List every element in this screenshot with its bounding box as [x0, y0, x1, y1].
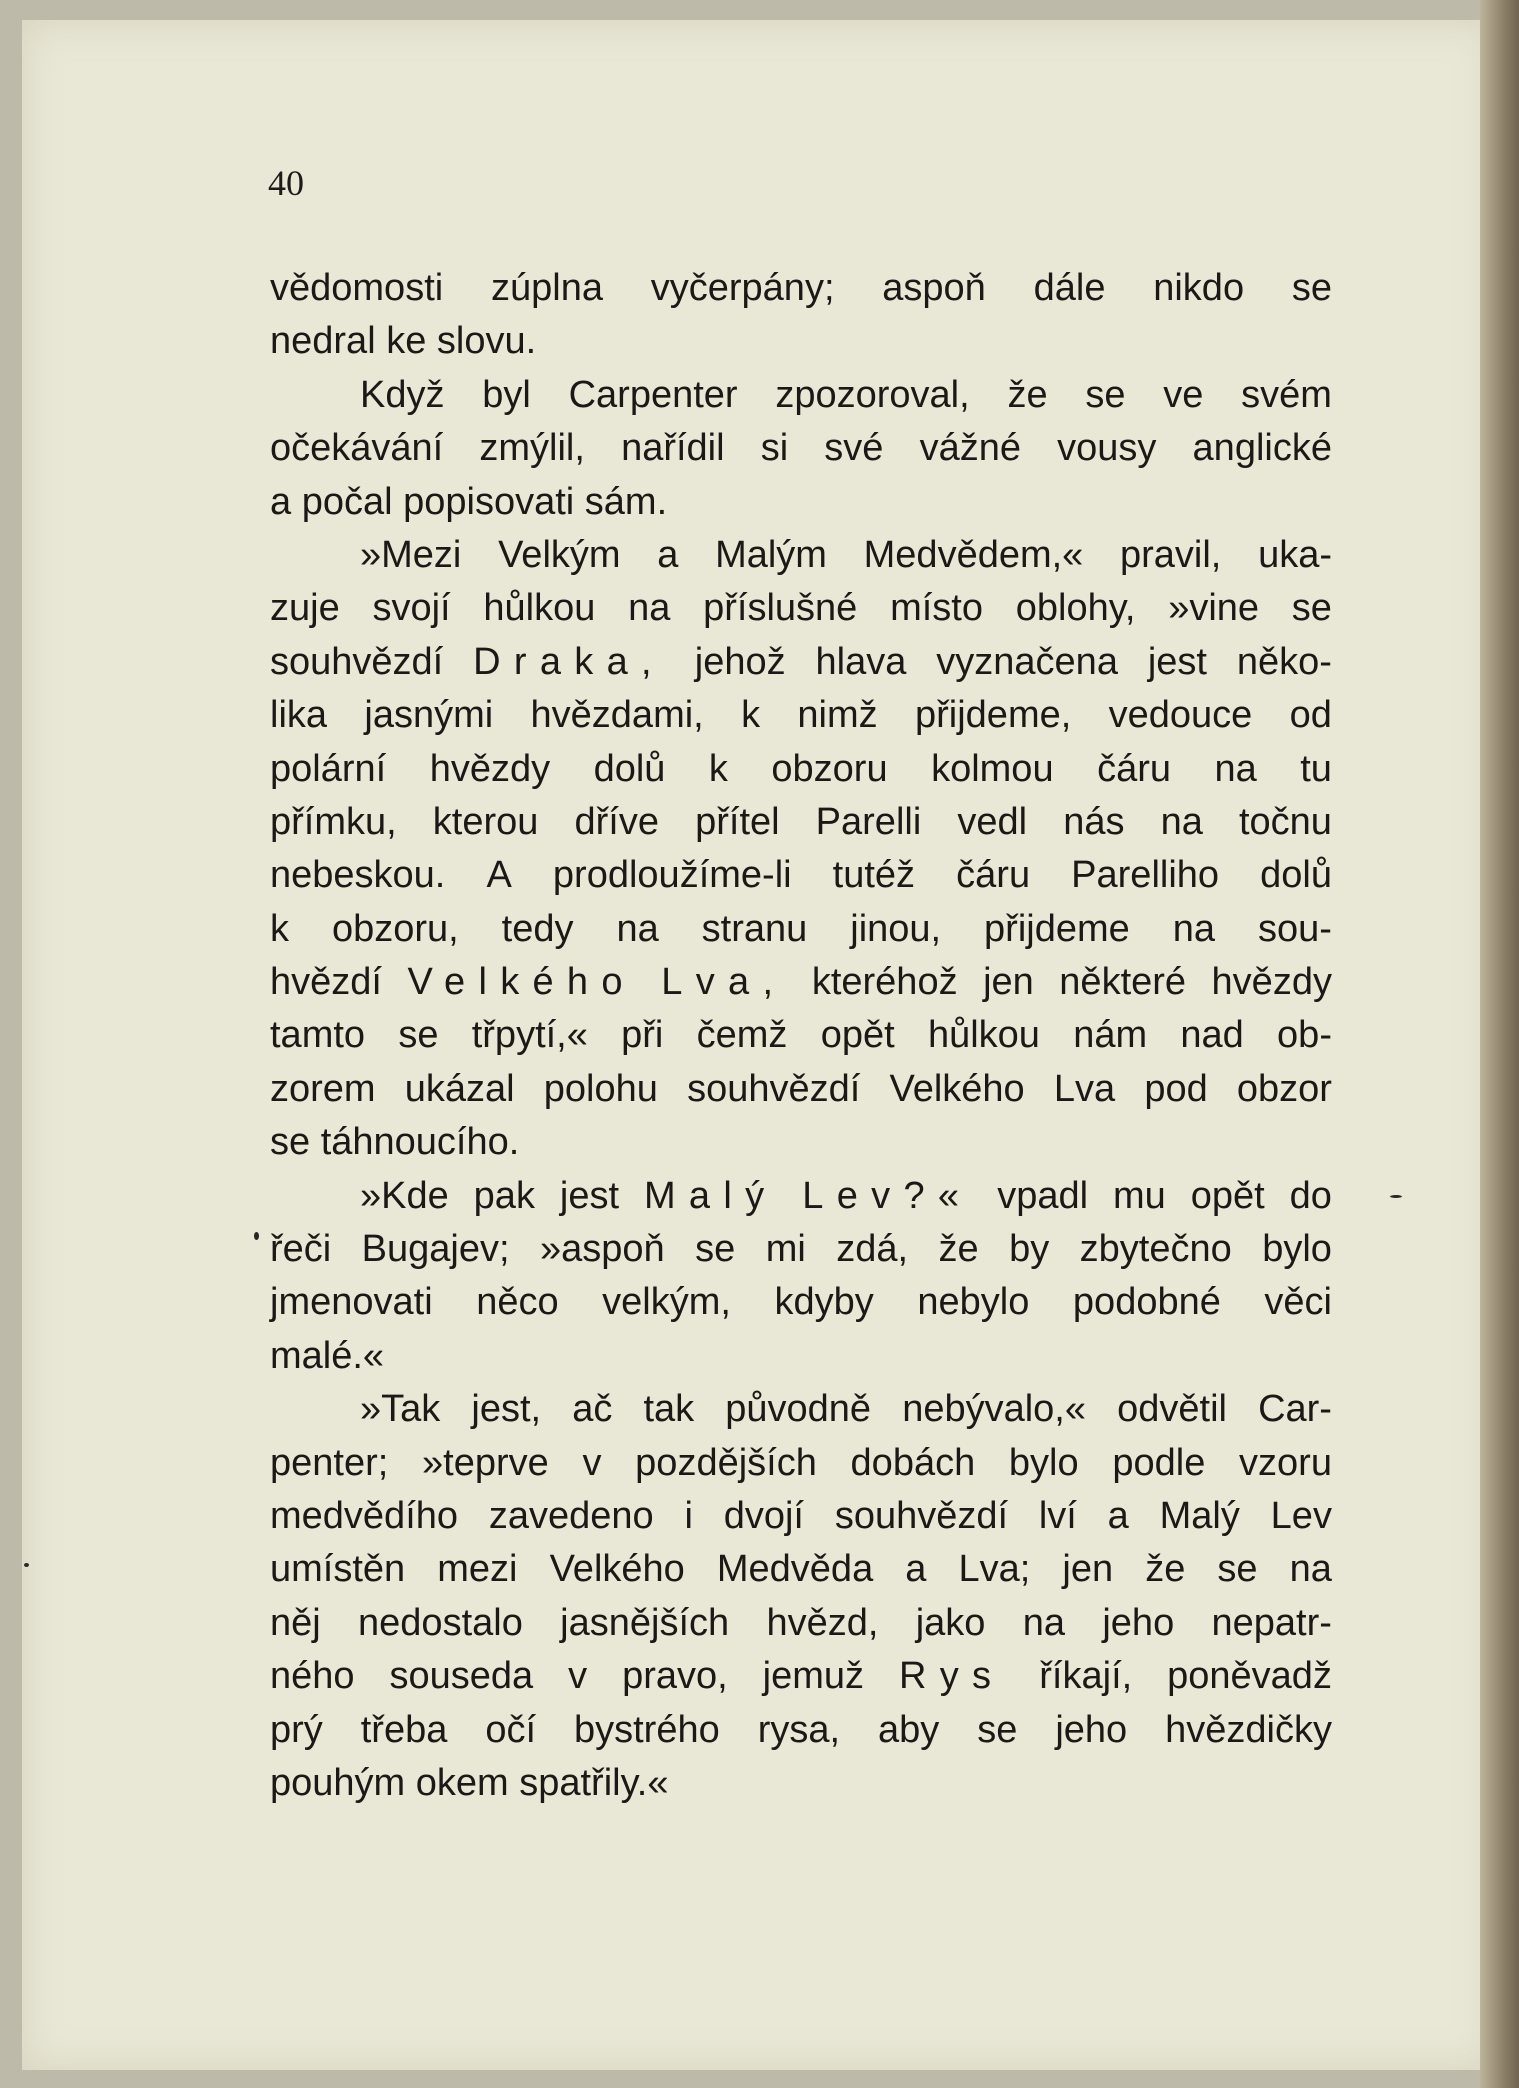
word: příslušné	[703, 587, 858, 630]
body-text	[270, 262, 1332, 1810]
word: říkají,	[1039, 1655, 1133, 1698]
word: své	[824, 427, 884, 470]
word: tu	[1300, 747, 1332, 790]
word: kdyby	[774, 1281, 874, 1324]
text-line	[270, 1650, 1332, 1703]
text-line	[270, 476, 1332, 529]
word: stranu	[701, 907, 808, 950]
word: Malým	[715, 533, 827, 576]
word: jasnými	[364, 694, 494, 737]
word: opět	[820, 1014, 895, 1057]
word: lika	[270, 694, 328, 737]
word: vousy	[1057, 427, 1157, 470]
word: jemuž	[762, 1655, 865, 1698]
text-line	[270, 1223, 1332, 1276]
word: dolů	[1260, 854, 1332, 897]
word: k	[708, 747, 728, 790]
text-line	[270, 422, 1332, 475]
word: jest,	[471, 1388, 542, 1431]
word: řeči	[270, 1228, 332, 1271]
word: přijdeme	[984, 907, 1130, 950]
word: že	[1145, 1548, 1186, 1591]
text-line	[270, 582, 1332, 635]
word: vzoru	[1239, 1441, 1332, 1484]
word: hvězdičky	[1165, 1708, 1332, 1751]
word: souhvězdí	[270, 640, 444, 683]
word: svém	[1241, 373, 1332, 416]
word: »Mezi	[360, 533, 462, 576]
word: zdá,	[836, 1228, 909, 1271]
word: pouhým	[270, 1761, 416, 1804]
word: nad	[1180, 1014, 1244, 1057]
word: dříve	[574, 800, 659, 843]
word: dále	[1033, 267, 1106, 309]
word: aspoň	[882, 267, 986, 309]
word: dolů	[593, 747, 666, 790]
word: čáru	[956, 854, 1031, 897]
word: zpozoroval,	[775, 373, 970, 416]
word: Carpenter	[568, 373, 738, 416]
scan-speck	[254, 1232, 259, 1240]
word: v	[568, 1655, 588, 1698]
word: hůlkou	[483, 587, 596, 630]
word: se	[1291, 267, 1332, 309]
text-line	[270, 1330, 1332, 1383]
word: svojí	[372, 587, 451, 630]
word: velkým,	[602, 1281, 731, 1324]
word: nepatr-	[1211, 1601, 1332, 1644]
word: si	[760, 427, 789, 470]
word: jinou,	[850, 907, 942, 950]
word: že	[1007, 373, 1048, 416]
text-line	[270, 1116, 1332, 1169]
word: něj	[270, 1601, 321, 1644]
word: jehož	[694, 640, 786, 683]
word: ného	[270, 1655, 355, 1698]
word: tak	[643, 1388, 695, 1431]
word: na	[628, 587, 671, 630]
word: sou-	[1257, 907, 1332, 950]
word: dvojí	[723, 1494, 804, 1537]
word: Lev	[1270, 1494, 1332, 1537]
word: popisovati	[403, 480, 585, 523]
word: hvězdy	[1211, 961, 1332, 1004]
word: se	[1085, 373, 1126, 416]
word: pak	[473, 1174, 535, 1217]
word: ač	[572, 1388, 613, 1431]
word: něco	[476, 1281, 559, 1324]
word: souhvězdí	[687, 1067, 861, 1110]
word: tutéž	[832, 854, 916, 897]
word: malé.«	[270, 1334, 385, 1377]
page-number: 40	[268, 163, 304, 203]
word: kolmou	[931, 747, 1054, 790]
word: jest	[1147, 640, 1207, 683]
word: Car-	[1258, 1388, 1332, 1431]
word: že	[938, 1228, 979, 1271]
text-line	[270, 1063, 1332, 1116]
word: při	[621, 1014, 664, 1057]
text-line	[270, 743, 1332, 796]
word: nebeskou.	[270, 854, 446, 897]
word: k	[741, 694, 761, 737]
word: třpytí,«	[471, 1014, 588, 1057]
word: přímku,	[270, 800, 397, 843]
word: ukázal	[404, 1067, 515, 1110]
word: bylo	[1262, 1228, 1332, 1271]
word: hlava	[815, 640, 907, 683]
word: něko-	[1236, 640, 1332, 683]
word: hvězdy	[429, 747, 551, 790]
word: vpadl	[997, 1174, 1089, 1217]
word: na	[1214, 747, 1257, 790]
text-line	[270, 689, 1332, 742]
word: a	[657, 533, 679, 576]
word: nebývalo,«	[902, 1388, 1086, 1431]
word: od	[1289, 694, 1332, 737]
word: přítel	[695, 800, 780, 843]
word: »Tak	[360, 1388, 441, 1431]
word: nám	[1073, 1014, 1148, 1057]
word: jako	[915, 1601, 986, 1644]
word: Draka,	[473, 640, 665, 683]
word: Velkého	[889, 1067, 1025, 1110]
word: tamto	[270, 1014, 366, 1057]
word: odvětil	[1117, 1388, 1227, 1431]
word: A	[486, 854, 512, 897]
word: Parelliho	[1071, 854, 1220, 897]
word: hvězdami,	[530, 694, 704, 737]
word: jeho	[1102, 1601, 1175, 1644]
word: jeho	[1055, 1708, 1128, 1751]
text-line	[270, 1757, 1332, 1810]
word: čáru	[1097, 747, 1171, 790]
word: na	[1172, 907, 1216, 950]
word: lví	[1038, 1494, 1077, 1537]
word: byl	[482, 373, 531, 416]
word: táhnoucího.	[320, 1121, 520, 1164]
text-line	[270, 1704, 1332, 1757]
word: dobách	[850, 1441, 976, 1484]
word: hůlkou	[927, 1014, 1040, 1057]
word: pod	[1144, 1067, 1208, 1110]
word: třeba	[360, 1708, 448, 1751]
word: a	[905, 1548, 927, 1591]
word: bylo	[1008, 1441, 1079, 1484]
word: do	[1289, 1174, 1332, 1217]
word: se	[977, 1708, 1018, 1751]
word: Velkého	[549, 1548, 685, 1591]
word: i	[684, 1494, 693, 1537]
word: jen	[983, 961, 1034, 1004]
word: zuje	[270, 587, 340, 630]
word: prý	[270, 1708, 323, 1751]
word: Parelli	[815, 800, 922, 843]
word: točnu	[1238, 800, 1332, 843]
word: vedouce	[1108, 694, 1253, 737]
word: nařídil	[621, 427, 725, 470]
word: a	[270, 480, 302, 523]
word: slovu.	[436, 320, 537, 363]
word: obzor	[1236, 1067, 1332, 1110]
word: polohu	[543, 1067, 658, 1110]
text-line	[270, 1437, 1332, 1490]
word: vyznačena	[936, 640, 1118, 683]
word: »vine	[1168, 587, 1260, 630]
text-line	[270, 849, 1332, 902]
word: Lva,	[661, 961, 787, 1004]
word: nikdo	[1153, 267, 1245, 309]
text-line	[270, 1597, 1332, 1650]
word: pozdějších	[635, 1441, 817, 1484]
word: se	[398, 1014, 439, 1057]
word: počal	[301, 480, 404, 523]
word: jmenovati	[270, 1281, 433, 1324]
word: Malý	[643, 1174, 778, 1217]
word: Malý	[1159, 1494, 1240, 1537]
word: Rys	[898, 1655, 1005, 1698]
word: vážné	[919, 427, 1021, 470]
word: tedy	[501, 907, 574, 950]
word: ve	[1163, 373, 1204, 416]
word: a	[1107, 1494, 1129, 1537]
word: »teprve	[422, 1441, 549, 1484]
word: obzoru	[771, 747, 888, 790]
word: nás	[1063, 800, 1125, 843]
text-line	[270, 1543, 1332, 1596]
word: oblohy,	[1015, 587, 1136, 630]
word: očí	[485, 1708, 537, 1751]
word: v	[582, 1441, 602, 1484]
word: na	[616, 907, 659, 950]
word: Velkého	[407, 961, 636, 1004]
word: hvězdí	[270, 961, 382, 1004]
word: Lev?«	[802, 1174, 973, 1217]
word: na	[1289, 1548, 1332, 1591]
text-line	[270, 1490, 1332, 1543]
word: vedl	[957, 800, 1028, 843]
word: se	[1217, 1548, 1258, 1591]
word: umístěn	[270, 1548, 406, 1591]
word: aby	[878, 1708, 940, 1751]
word: jasnějších	[560, 1601, 730, 1644]
text-line	[270, 1009, 1332, 1062]
word: okem	[415, 1761, 520, 1804]
scan-speck	[24, 1563, 29, 1567]
word: vědomosti	[270, 267, 444, 309]
word: vyčerpány;	[650, 267, 835, 309]
word: »aspoň	[540, 1228, 665, 1271]
word: uka-	[1258, 533, 1332, 576]
word: pravo,	[622, 1655, 728, 1698]
word: rysa,	[757, 1708, 841, 1751]
text-line	[270, 636, 1332, 689]
word: nedostalo	[358, 1601, 523, 1644]
text-line	[270, 262, 1332, 315]
word: na	[1160, 800, 1203, 843]
word: opět	[1190, 1174, 1265, 1217]
word: Když	[360, 373, 445, 416]
text-line	[270, 903, 1332, 956]
word: jen	[1062, 1548, 1114, 1591]
word: souhvězdí	[834, 1494, 1009, 1537]
word: místo	[890, 587, 983, 630]
word: prodloužíme-li	[552, 854, 792, 897]
scan-speck	[1390, 1195, 1402, 1198]
word: Lva	[1053, 1067, 1116, 1110]
word: souseda	[389, 1655, 534, 1698]
word: k	[270, 907, 289, 950]
word: nimž	[797, 694, 878, 737]
word: nebylo	[917, 1281, 1030, 1324]
word: medvědího	[270, 1494, 459, 1537]
word: se	[270, 1121, 321, 1164]
word: Velkým	[498, 533, 621, 576]
word: na	[1022, 1601, 1066, 1644]
word: zorem	[270, 1067, 376, 1110]
text-line	[270, 956, 1332, 1009]
word: mezi	[437, 1548, 518, 1591]
word: podle	[1112, 1441, 1206, 1484]
word: zmýlil,	[479, 427, 585, 470]
word: očekávání	[270, 427, 444, 470]
text-line	[270, 1170, 1332, 1223]
word: Bugajev;	[361, 1228, 510, 1271]
word: se	[695, 1228, 736, 1271]
word: Medvědem,«	[863, 533, 1084, 576]
word: penter;	[270, 1441, 389, 1484]
text-line	[270, 796, 1332, 849]
word: kterou	[432, 800, 539, 843]
word: zavedeno	[488, 1494, 654, 1537]
word: věci	[1264, 1281, 1332, 1324]
word: zbytečno	[1079, 1228, 1232, 1271]
word: spatřily.«	[519, 1761, 669, 1804]
word: polární	[270, 747, 387, 790]
word: ke	[386, 320, 437, 363]
word: bystrého	[573, 1708, 720, 1751]
word: zúplna	[490, 267, 603, 309]
word: podobné	[1072, 1281, 1221, 1324]
word: by	[1009, 1228, 1050, 1271]
page-binding-edge	[1480, 0, 1519, 2088]
word: mu	[1113, 1174, 1166, 1217]
word: jest	[559, 1174, 620, 1217]
word: se	[1291, 587, 1332, 630]
word: Medvěda	[716, 1548, 874, 1591]
word: přijdeme,	[915, 694, 1072, 737]
word: ob-	[1277, 1014, 1332, 1057]
word: anglické	[1192, 427, 1332, 470]
word: kteréhož	[811, 961, 958, 1004]
word: čemž	[696, 1014, 788, 1057]
word: sám.	[584, 480, 668, 523]
word: původně	[725, 1388, 872, 1431]
word: mi	[765, 1228, 806, 1271]
text-line	[270, 1276, 1332, 1329]
word: Lva;	[958, 1548, 1031, 1591]
text-line	[270, 529, 1332, 582]
word: obzoru,	[331, 907, 459, 950]
word: »Kde	[360, 1174, 449, 1217]
word: pravil,	[1120, 533, 1222, 576]
word: poněvadž	[1167, 1655, 1332, 1698]
word: některé	[1059, 961, 1187, 1004]
word: hvězd,	[766, 1601, 879, 1644]
word: nedral	[270, 320, 387, 363]
text-line	[270, 369, 1332, 422]
text-line	[270, 315, 1332, 368]
text-line	[270, 1383, 1332, 1436]
